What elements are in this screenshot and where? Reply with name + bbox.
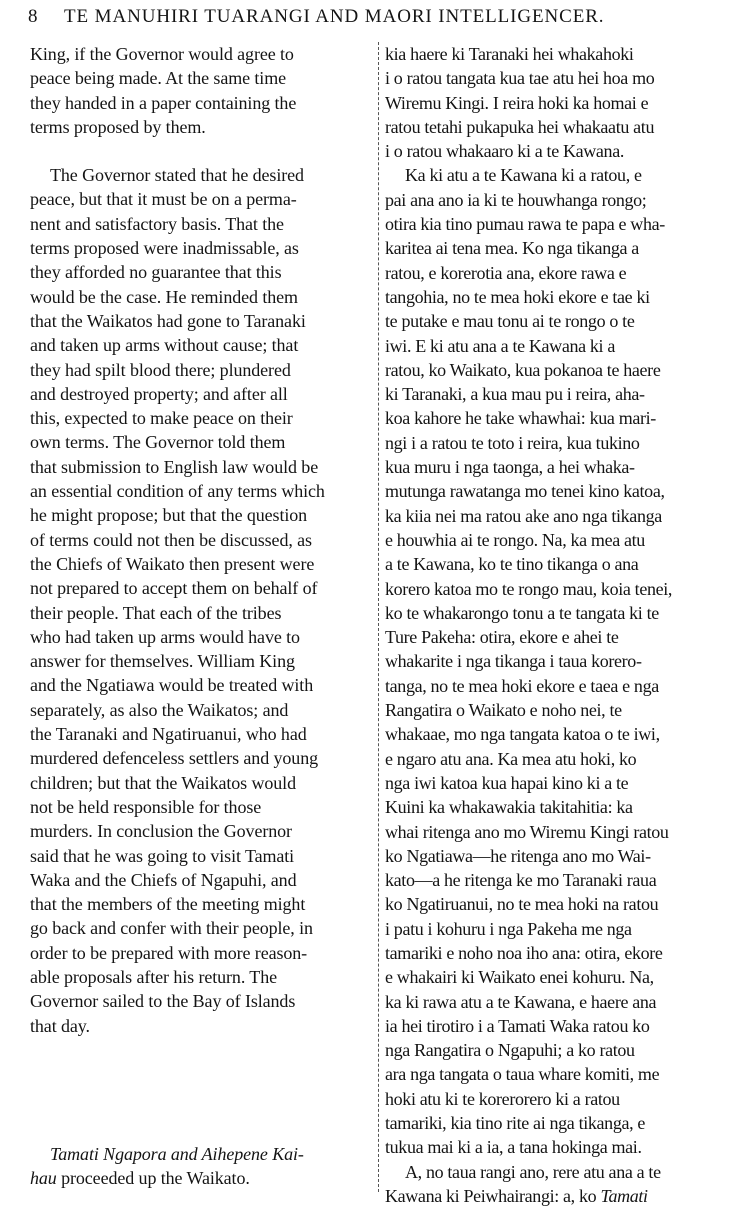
text-line: Ture Pakeha: otira, ekore e ahei te xyxy=(385,627,619,648)
text-line: karitea ai tena mea. Ko nga tikanga a xyxy=(385,238,639,259)
paragraph-king-peace xyxy=(30,42,373,139)
text-line: kato—a he ritenga ke mo Taranaki raua xyxy=(385,870,657,891)
text-line: a te Kawana, ko te tino tikanga o ana xyxy=(385,554,639,575)
text-line: separately, as also the Waikatos; and xyxy=(30,699,289,720)
text-line: not prepared to accept them on behalf of xyxy=(30,578,318,599)
text-line: who had taken up arms would have to xyxy=(30,626,300,647)
text-line: tamariki, kia tino rite ai nga tikanga, e xyxy=(385,1113,646,1134)
text-line: said that he was going to visit Tamati xyxy=(30,845,295,866)
text-line: that the members of the meeting might xyxy=(30,894,306,915)
text-line: he might propose; but that the question xyxy=(30,505,308,526)
text-line: the Chiefs of Waikato then present were xyxy=(30,553,315,574)
text-line: they had spilt blood there; plundered xyxy=(30,359,291,380)
text-line: and taken up arms without cause; that xyxy=(30,335,299,356)
page-number: 8 xyxy=(28,6,38,27)
text-line: their people. That each of the tribes xyxy=(30,602,282,623)
text-line: whai ritenga ano mo Wiremu Kingi ratou xyxy=(385,821,669,842)
text-line: murdered defenceless settlers and young xyxy=(30,748,318,769)
text-line: would be the case. He reminded them xyxy=(30,286,298,307)
text-line: own terms. The Governor told them xyxy=(30,432,286,453)
text-line: the Taranaki and Ngatiruanui, who had xyxy=(30,724,307,745)
text-line: King, if the Governor would agree to xyxy=(30,44,294,64)
text-line: e houwhia ai te rongo. Na, ka mea atu xyxy=(385,529,645,550)
text-line: they handed in a paper containing the xyxy=(30,92,297,113)
text-line: Governor sailed to the Bay of Islands xyxy=(30,991,296,1012)
text-line xyxy=(385,1184,737,1208)
text-line: and destroyed property; and after all xyxy=(30,383,288,404)
text-line: ara nga tangata o taua whare komiti, me xyxy=(385,1064,660,1085)
text-fragment: proceeded up the Waikato. xyxy=(56,1168,250,1189)
text-line: A, no taua rangi ano, rere atu ana a te xyxy=(405,1161,661,1182)
text-line: of terms could not then be discussed, as xyxy=(30,529,312,550)
text-line: tukua mai ki a ia, a tana hokinga mai. xyxy=(385,1137,642,1158)
text-line: nga Rangatira o Ngapuhi; a ko ratou xyxy=(385,1040,635,1061)
text-line: Wiremu Kingi. I reira hoki ka homai e xyxy=(385,92,649,113)
text-line: murders. In conclusion the Governor xyxy=(30,821,292,842)
text-line: otira kia tino pumau rawa te papa e wha- xyxy=(385,214,665,235)
text-line: kua muru i nga taonga, a hei whaka- xyxy=(385,457,635,478)
text-line: i patu i kohuru i nga Pakeha me nga xyxy=(385,918,632,939)
text-line: koa kahore he take whawhai: kua mari- xyxy=(385,408,656,429)
text-fragment: Kawana ki Peiwhairangi: a, ko xyxy=(385,1185,601,1206)
paragraph-tamati-ngapora xyxy=(30,1142,373,1191)
text-line: Tamati Ngapora and Aihepene Kai- xyxy=(50,1143,304,1164)
text-line: ratou, e korerotia ana, ekore rawa e xyxy=(385,262,627,283)
text-line: ngi i a ratou te toto i reira, kua tukino xyxy=(385,432,640,453)
text-line: e ngaro atu ana. Ka mea atu hoki, ko xyxy=(385,748,637,769)
text-line: korero katoa mo te rongo mau, koia tenei, xyxy=(385,578,673,599)
italic-name: Tamati xyxy=(600,1185,648,1206)
text-line: Ka ki atu a te Kawana ki a ratou, e xyxy=(405,165,642,186)
text-line: that day. xyxy=(30,1015,90,1036)
text-line: go back and confer with their people, in xyxy=(30,918,313,939)
text-line: i o ratou tangata kua tae atu hei hoa mo xyxy=(385,68,655,89)
text-line: order to be prepared with more reason- xyxy=(30,942,308,963)
text-line: they afforded no guarantee that this xyxy=(30,262,282,283)
text-line: tamariki e noho noa iho ana: otira, ekore xyxy=(385,942,663,963)
text-line: able proposals after his return. The xyxy=(30,966,277,987)
text-line: ratou tetahi pukapuka hei whakaatu atu xyxy=(385,116,655,137)
text-line: terms proposed were inadmissable, as xyxy=(30,238,299,259)
text-line: iwi. E ki atu ana a te Kawana ki a xyxy=(385,335,616,356)
text-line: terms proposed by them. xyxy=(30,116,206,137)
text-line: mutunga rawatanga mo tenei kino katoa, xyxy=(385,481,665,502)
text-line: children; but that the Waikatos would xyxy=(30,772,296,793)
italic-name: hau xyxy=(30,1168,57,1189)
text-line: nent and satisfactory basis. That the xyxy=(30,213,284,234)
text-line: answer for themselves. William King xyxy=(30,651,295,672)
running-title: TE MANUHIRI TUARANGI AND MAORI INTELLIGENCER. xyxy=(64,6,605,27)
text-line: peace, but that it must be on a perma- xyxy=(30,189,297,210)
text-line: e whakairi ki Waikato enei kohuru. Na, xyxy=(385,967,654,988)
text-line: whakaae, mo nga tangata katoa o te iwi, xyxy=(385,724,660,745)
column-divider xyxy=(378,42,379,1192)
text-line: The Governor stated that he desired xyxy=(50,165,304,186)
right-column-maori xyxy=(385,42,737,1208)
paragraph-gap xyxy=(30,1038,373,1142)
text-line: hoki atu ki te korerorero ki a ratou xyxy=(385,1088,620,1109)
text-line xyxy=(30,1166,373,1190)
text-line: not be held responsible for those xyxy=(30,796,262,817)
text-line: Rangatira o Waikato e noho nei, te xyxy=(385,700,622,721)
text-line: and the Ngatiawa would be treated with xyxy=(30,675,314,696)
text-line: nga iwi katoa kua hapai kino ki a te xyxy=(385,772,629,793)
text-line: Kuini ka whakawakia takitahitia: ka xyxy=(385,797,633,818)
paragraph-gap xyxy=(30,139,373,163)
text-line: this, expected to make peace on their xyxy=(30,408,293,429)
text-line: ka kiia nei ma ratou ake ano nga tikanga xyxy=(385,505,662,526)
text-line: ratou, ko Waikato, kua pokanoa te haere xyxy=(385,359,661,380)
text-line: ko Ngatiruanui, no te mea hoki na ratou xyxy=(385,894,659,915)
text-line: i o ratou whakaaro ki a te Kawana. xyxy=(385,141,624,162)
text-line: pai ana ano ia ki te houwhanga rongo; xyxy=(385,189,647,210)
running-header xyxy=(28,4,734,30)
text-line: ka ki rawa atu a te Kawana, e haere ana xyxy=(385,991,657,1012)
text-line: tangohia, no te mea hoki ekore e tae ki xyxy=(385,286,650,307)
text-line: an essential condition of any terms which xyxy=(30,481,325,502)
text-line: whakarite i nga tikanga i taua korero- xyxy=(385,651,642,672)
text-line: that submission to English law would be xyxy=(30,456,319,477)
left-column-english xyxy=(30,42,373,1190)
text-line: ko Ngatiawa—he ritenga ano mo Wai- xyxy=(385,845,651,866)
text-line: ko te whakarongo tonu a te tangata ki te xyxy=(385,602,659,623)
text-line: Waka and the Chiefs of Ngapuhi, and xyxy=(30,869,297,890)
text-line: that the Waikatos had gone to Taranaki xyxy=(30,310,306,331)
text-line: ia hei tirotiro i a Tamati Waka ratou ko xyxy=(385,1015,650,1036)
text-line: te putake e mau tonu ai te rongo o te xyxy=(385,311,635,332)
paragraph-governor-statement xyxy=(30,163,373,1038)
text-line: ki Taranaki, a kua mau pu i reira, aha- xyxy=(385,384,645,405)
text-line: peace being made. At the same time xyxy=(30,68,287,89)
text-line: tanga, no te mea hoki ekore e taea e nga xyxy=(385,675,659,696)
text-line: kia haere ki Taranaki hei whakahoki xyxy=(385,44,634,64)
